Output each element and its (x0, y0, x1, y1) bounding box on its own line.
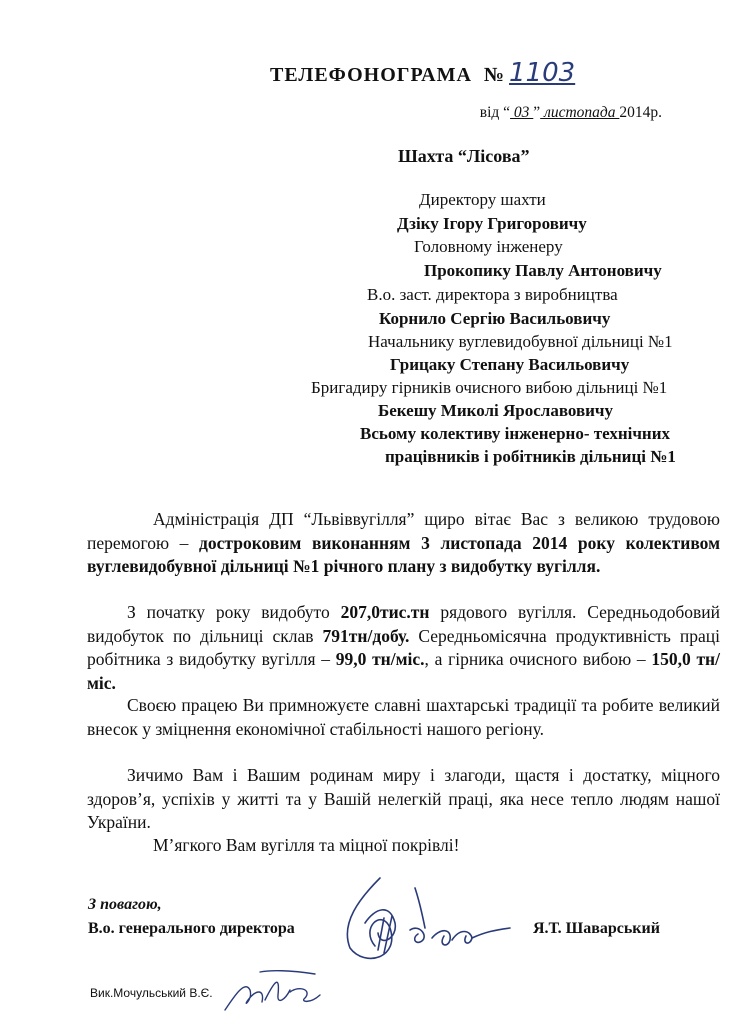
p5-text: М’ягкого Вам вугілля та міцної покрівлі! (153, 835, 460, 855)
executor-signature (220, 960, 340, 1020)
body-paragraph-1 (87, 508, 720, 579)
number-prefix: № (483, 64, 506, 86)
p2-d: 791тн/добу. (322, 625, 410, 646)
p2-h: 150,0 тн/міс. (87, 649, 720, 693)
addressee-line: В.о. заст. директора з виробництва (367, 285, 618, 304)
p2-c: рядового вугілля. Середньодобовий видобуток по дільниці склав (87, 602, 720, 646)
signer-position: В.о. генерального директора (88, 920, 295, 937)
date-day: 03 (510, 104, 534, 121)
p1-text: Адміністрація ДП “Львіввугілля” щиро вітає Вас з великою трудовою перемогою – (87, 509, 720, 553)
addressee-line: Директору шахти (419, 190, 546, 209)
addressee-line: Головному інженеру (414, 237, 563, 256)
document-title (270, 58, 575, 88)
addressee-name: Корнило Сергію Васильовичу (379, 309, 611, 328)
body-paragraph-4 (87, 764, 720, 835)
addressee-name: Бекешу Миколі Ярославовичу (378, 401, 614, 420)
p1-bold: достроковим виконанням 3 листопада 2014 року колективом вуглевидобувної дільниці №1 річного плану з видобутку вугілля. (87, 532, 721, 576)
body-paragraph-3 (87, 694, 720, 741)
p2-f: 99,0 тн/міс. (335, 649, 425, 669)
p2-g: , а гірника очисного вибою – (424, 649, 652, 669)
p2-a: З початку року видобуто (127, 602, 341, 622)
handwritten-number: 1103 (509, 58, 576, 88)
p2-b: 207,0тис.тн (340, 602, 430, 622)
p2-e: Середньомісячна продуктивність праці робітника з видобутку вугілля – (87, 625, 721, 669)
addressee-line: Начальнику вуглевидобувної дільниці №1 (368, 332, 673, 351)
sender: Шахта “Лісова” (398, 146, 530, 166)
addressee-name: Прокопику Павлу Антоновичу (424, 261, 662, 280)
date-year: 2014р. (619, 104, 662, 121)
title-text: ТЕЛЕФОНОГРАМА (270, 64, 472, 86)
p4-text: Зичимо Вам і Вашим родинам миру і злагоди, щастя і достатку, міцного здоров’я, успіхів у житті та у Вашій нелегкій праці, яка несе тепло людям нашої України. (87, 765, 720, 832)
addressee-name: Всьому колективу інженерно- технічних (360, 424, 671, 443)
regards-text: З повагою, (88, 896, 162, 913)
date-mid: ” (533, 104, 541, 121)
director-signature (320, 868, 520, 978)
addressee-name: Дзіку Ігору Григоровичу (397, 214, 587, 233)
executor-note: Вик.Мочульський В.Є. (90, 986, 213, 1000)
body-paragraph-2 (87, 601, 720, 695)
date-month: листопада (540, 104, 620, 121)
body-paragraph-5 (87, 834, 720, 858)
addressee-name: Грицаку Степану Васильовичу (390, 355, 630, 374)
signer-name: Я.Т. Шаварський (533, 920, 660, 937)
addressee-name: працівників і робітників дільниці №1 (385, 447, 676, 466)
date-prefix: від “ (479, 104, 511, 121)
addressee-line: Бригадиру гірників очисного вибою дільниці №1 (311, 378, 668, 397)
date-line (480, 104, 662, 122)
p3-text: Своєю працею Ви примножуєте славні шахтарські традиції та робите великий внесок у зміцнення економічної стабільності нашого регіону. (87, 695, 720, 739)
